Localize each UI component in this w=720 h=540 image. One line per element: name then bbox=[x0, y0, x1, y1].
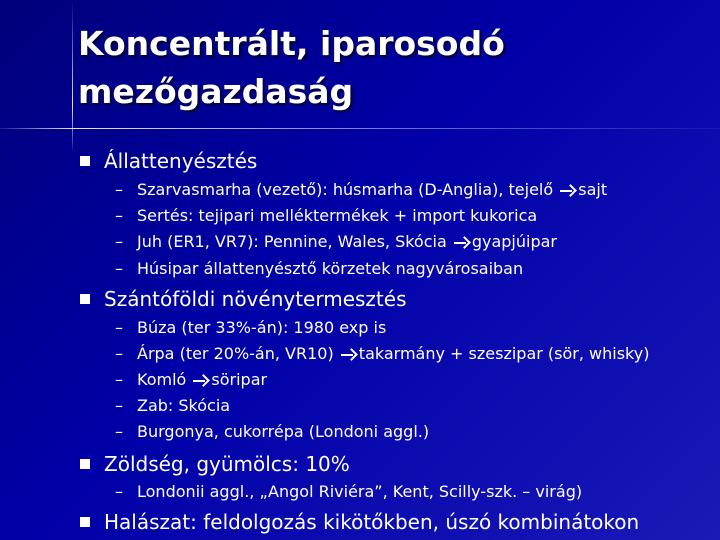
section-heading-fishing: Halászat: feldolgozás kikötőkben, úszó kombinátokon bbox=[80, 508, 710, 536]
list-item: – Búza (ter 33%-án): 1980 exp is bbox=[115, 318, 387, 337]
square-bullet-icon bbox=[80, 156, 90, 166]
square-bullet-icon bbox=[80, 459, 90, 469]
list-item: – Szarvasmarha (vezető): húsmarha (D-Anglia), tejelő sajt bbox=[115, 180, 608, 199]
decorative-horizontal-line bbox=[0, 128, 720, 129]
list-item: – Komló söripar bbox=[115, 370, 268, 389]
list-item: – Húsipar állattenyésztő körzetek nagyvárosaiban bbox=[115, 259, 524, 278]
square-bullet-icon bbox=[80, 517, 90, 527]
list-item: – Juh (ER1, VR7): Pennine, Wales, Skócia gyapjúipar bbox=[115, 232, 557, 251]
square-bullet-icon bbox=[80, 294, 90, 304]
slide-title: Koncentrált, iparosodó mezőgazdaság bbox=[78, 24, 505, 111]
list-item: – Sertés: tejipari melléktermékek + import kukorica bbox=[115, 206, 538, 225]
list-item: – Burgonya, cukorrépa (Londoni aggl.) bbox=[115, 422, 430, 441]
list-item: – Londonii aggl., „Angol Riviéra”, Kent, Scilly-szk. – virág) bbox=[115, 482, 583, 501]
list-item: – Zab: Skócia bbox=[115, 396, 231, 415]
section-heading-crops: Szántóföldi növénytermesztés bbox=[80, 285, 710, 313]
section-heading-livestock: Állattenyésztés bbox=[80, 147, 710, 175]
list-item: – Árpa (ter 20%-án, VR10) takarmány + szeszipar (sör, whisky) bbox=[115, 344, 650, 363]
section-heading-vegetables: Zöldség, gyümölcs: 10% bbox=[80, 450, 710, 478]
